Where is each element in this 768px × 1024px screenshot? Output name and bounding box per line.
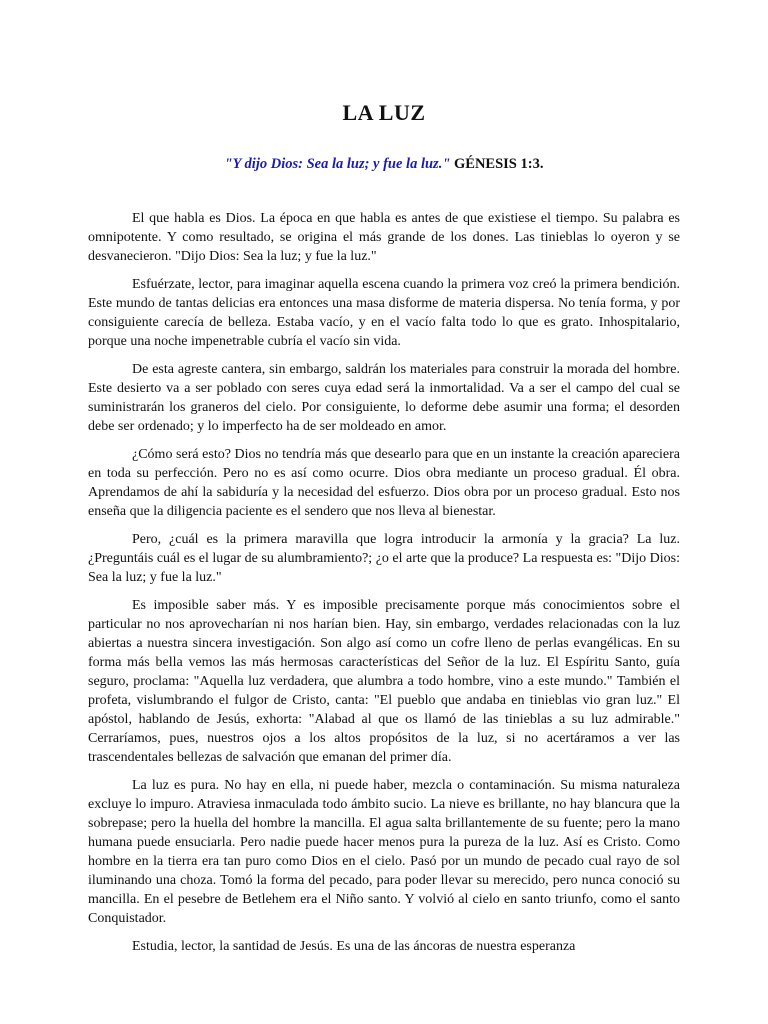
paragraph: ¿Cómo será esto? Dios no tendría más que desearlo para que en un instante la creación apareciera en toda su perfección. Pero no es así como ocurre. Dios obra mediante un proceso gradual. Él obra. Aprendamos de ahí la sabiduría y la necesidad del esfuerzo. Dios obra por un proceso gradual. Esto nos enseña que la diligencia paciente es el sendero que nos lleva al bienestar. xyxy=(88,447,680,519)
paragraph: Estudia, lector, la santidad de Jesús. Es una de las áncoras de nuestra esperanza xyxy=(132,939,576,954)
paragraph: Esfuérzate, lector, para imaginar aquella escena cuando la primera voz creó la primera bendición. Este mundo de tantas delicias era entonces una masa disforme de materia dispersa. No tenía forma, y por consiguiente carecía de belleza. Estaba vacío, y en el vacío falta todo lo que es grato. Inhospitalario, porque una noche impenetrable cubría el vacío sin vida. xyxy=(88,277,680,349)
paragraph: El que habla es Dios. La época en que habla es antes de que existiese el tiempo. Su palabra es omnipotente. Y como resultado, se origina el más grande de los dones. Las tinieblas lo oyeron y se desvanecieron. "Dijo Dios: Sea la luz; y fue la luz." xyxy=(88,211,680,264)
epigraph xyxy=(88,156,680,173)
epigraph-quote: "Y dijo Dios: Sea la luz; y fue la luz." xyxy=(224,156,451,172)
body-text xyxy=(88,209,680,956)
page-title: LA LUZ xyxy=(342,100,426,125)
paragraph: Pero, ¿cuál es la primera maravilla que logra introducir la armonía y la gracia? La luz. ¿Preguntáis cuál es el lugar de su alumbramiento?; ¿o el arte que la produce? La respuesta es: "Dijo Dios: Sea la luz; y fue la luz." xyxy=(88,532,680,585)
epigraph-reference: GÉNESIS 1:3. xyxy=(454,156,544,172)
paragraph: De esta agreste cantera, sin embargo, saldrán los materiales para construir la morada del hombre. Este desierto va a ser poblado con seres cuya edad será la inmortalidad. Va a ser el campo del cual se suministrarán los graneros del cielo. Por consiguiente, lo deforme debe asumir una forma; el desorden debe ser ordenado; y lo imperfecto ha de ser moldeado en amor. xyxy=(88,362,680,434)
paragraph: La luz es pura. No hay en ella, ni puede haber, mezcla o contaminación. Su misma naturaleza excluye lo impuro. Atraviesa inmaculada todo ámbito sucio. La nieve es brillante, no hay blancura que la sobrepase; pero la huella del hombre la mancilla. El agua salta brillantemente de su fuente; pero la mano humana puede ensuciarla. Pero nadie puede hacer menos pura la pureza de la luz. Así es Cristo. Como hombre en la tierra era tan puro como Dios en el cielo. Pasó por un mundo de pecado cual rayo de sol iluminando una choza. Tomó la forma del pecado, para poder llevar su merecido, pero nunca conoció su mancilla. En el pesebre de Betlehem era el Niño santo. Y volvió al cielo en santo triunfo, como el santo Conquistador. xyxy=(88,778,680,926)
paragraph: Es imposible saber más. Y es imposible precisamente porque más conocimientos sobre el particular no nos aprovecharían ni nos harían bien. Hay, sin embargo, verdades relacionadas con la luz abiertas a nuestra sincera investigación. Son algo así como un cofre lleno de perlas evangélicas. En su forma más bella vemos las más hermosas características del Señor de la luz. El Espíritu Santo, guía seguro, proclama: "Aquella luz verdadera, que alumbra a todo hombre, vino a este mundo." También el profeta, vislumbrando el fulgor de Cristo, canta: "El pueblo que andaba en tinieblas vio gran luz." El apóstol, hablando de Jesús, exhorta: "Alabad al que os llamó de las tinieblas a su luz admirable." Cerraríamos, pues, nuestros ojos a los altos propósitos de la luz, si no acertáramos a ver las trascendentales bellezas de salvación que emanan del primer día. xyxy=(88,598,680,765)
